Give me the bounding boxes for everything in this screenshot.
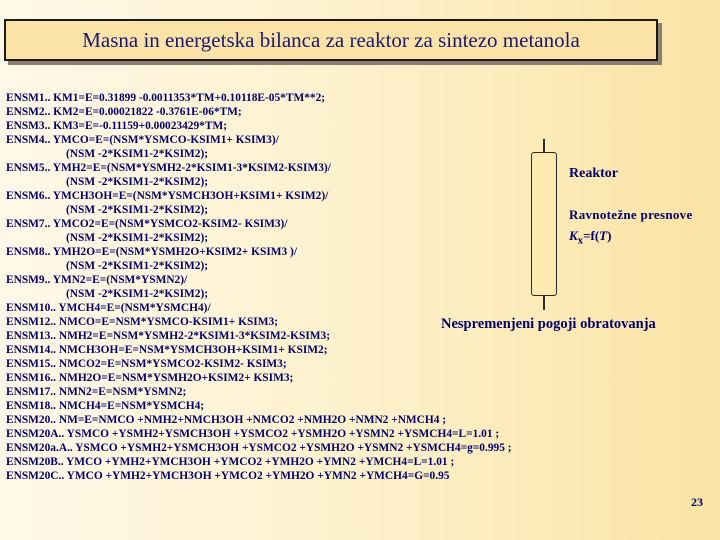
k-close: ) [607, 228, 612, 243]
equation-line: ENSM4.. YMCO=E=(NSM*YSMCO-KSIM1+ KSIM3)/ [6, 134, 279, 146]
equation-line: ENSM18.. NMCH4=E=NSM*YSMCH4; [6, 400, 205, 412]
reactor-label: Reaktor [569, 166, 618, 181]
equation-line: ENSM20A.. YSMCO +YSMH2+YSMCH3OH +YSMCO2 +YSMH2O +YSMN2 +YSMCH4=L=1.01 ; [6, 428, 500, 440]
equation-line: (NSM -2*KSIM1-2*KSIM2); [66, 148, 209, 160]
equation-line: ENSM14.. NMCH3OH=E=NSM*YSMCH3OH+KSIM1+ KSIM2; [6, 344, 328, 356]
reactor-diagram [531, 152, 557, 296]
equation-line: ENSM20B.. YMCO +YMH2+YMCH3OH +YMCO2 +YMH2O +YMN2 +YMCH4=L=1.01 ; [6, 456, 455, 468]
equation-line: ENSM3.. KM3=E=-0.11159+0.00023429*TM; [6, 120, 228, 132]
equation-line: ENSM5.. YMH2=E=(NSM*YSMH2-2*KSIM1-3*KSIM2-KSIM3)/ [6, 162, 331, 174]
equation-line: ENSM15.. NMCO2=E=NSM*YSMCO2-KSIM2- KSIM3; [6, 358, 287, 370]
k-symbol: K [569, 228, 578, 243]
equation-line: ENSM12.. NMCO=E=NSM*YSMCO-KSIM1+ KSIM3; [6, 316, 278, 328]
equation-line: ENSM9.. YMN2=E=(NSM*YSMN2)/ [6, 274, 188, 286]
equation-line: ENSM2.. KM2=E=0.00021822 -0.3761E-06*TM; [6, 106, 242, 118]
reactor-outlet-line [543, 296, 545, 310]
conditions-label: Nespremenjeni pogoji obratovanja [441, 316, 656, 332]
equation-line: (NSM -2*KSIM1-2*KSIM2); [66, 260, 209, 272]
equation-line: ENSM13.. NMH2=E=NSM*YSMH2-2*KSIM1-3*KSIM2-KSIM3; [6, 330, 331, 342]
equation-line: ENSM20a.A.. YSMCO +YSMH2+YSMCH3OH +YSMCO2 +YSMH2O +YSMN2 +YSMCH4=g=0.995 ; [6, 442, 512, 454]
equation-line: (NSM -2*KSIM1-2*KSIM2); [66, 204, 209, 216]
slide-title: Masna in energetska bilanca za reaktor za sintezo metanola [82, 27, 580, 52]
equation-line: ENSM1.. KM1=E=0.31899 -0.0011353*TM+0.10118E-05*TM**2; [6, 92, 326, 104]
equation-line: ENSM10.. YMCH4=E=(NSM*YSMCH4)/ [6, 302, 211, 314]
k-rest: =f( [583, 228, 600, 243]
equation-line: (NSM -2*KSIM1-2*KSIM2); [66, 176, 209, 188]
reactor-inlet-line [543, 139, 545, 152]
equation-line: ENSM6.. YMCH3OH=E=(NSM*YSMCH3OH+KSIM1+ KSIM2)/ [6, 190, 329, 202]
k-subscript: x [577, 234, 584, 247]
equation-line: ENSM17.. NMN2=E=NSM*YSMN2; [6, 386, 187, 398]
equation-line: ENSM7.. YMCO2=E=(NSM*YSMCO2-KSIM2- KSIM3)/ [6, 218, 288, 230]
equation-line: (NSM -2*KSIM1-2*KSIM2); [66, 288, 209, 300]
equation-line: ENSM20.. NM=E=NMCO +NMH2+NMCH3OH +NMCO2 +NMH2O +NMN2 +NMCH4 ; [6, 414, 447, 426]
equation-line: (NSM -2*KSIM1-2*KSIM2); [66, 232, 209, 244]
k-variable: T [599, 228, 608, 243]
equation-line: ENSM20C.. YMCO +YMH2+YMCH3OH +YMCO2 +YMH2O +YMN2 +YMCH4=G=0.95 [6, 470, 450, 482]
equilibrium-label: Ravnotežne presnove [569, 207, 693, 222]
title-box [4, 19, 658, 61]
equation-line: ENSM16.. NMH2O=E=NSM*YSMH2O+KSIM2+ KSIM3; [6, 372, 294, 384]
page-number: 23 [691, 495, 703, 509]
equation-line: ENSM8.. YMH2O=E=(NSM*YSMH2O+KSIM2+ KSIM3 )/ [6, 246, 298, 258]
k-equation [569, 228, 611, 247]
